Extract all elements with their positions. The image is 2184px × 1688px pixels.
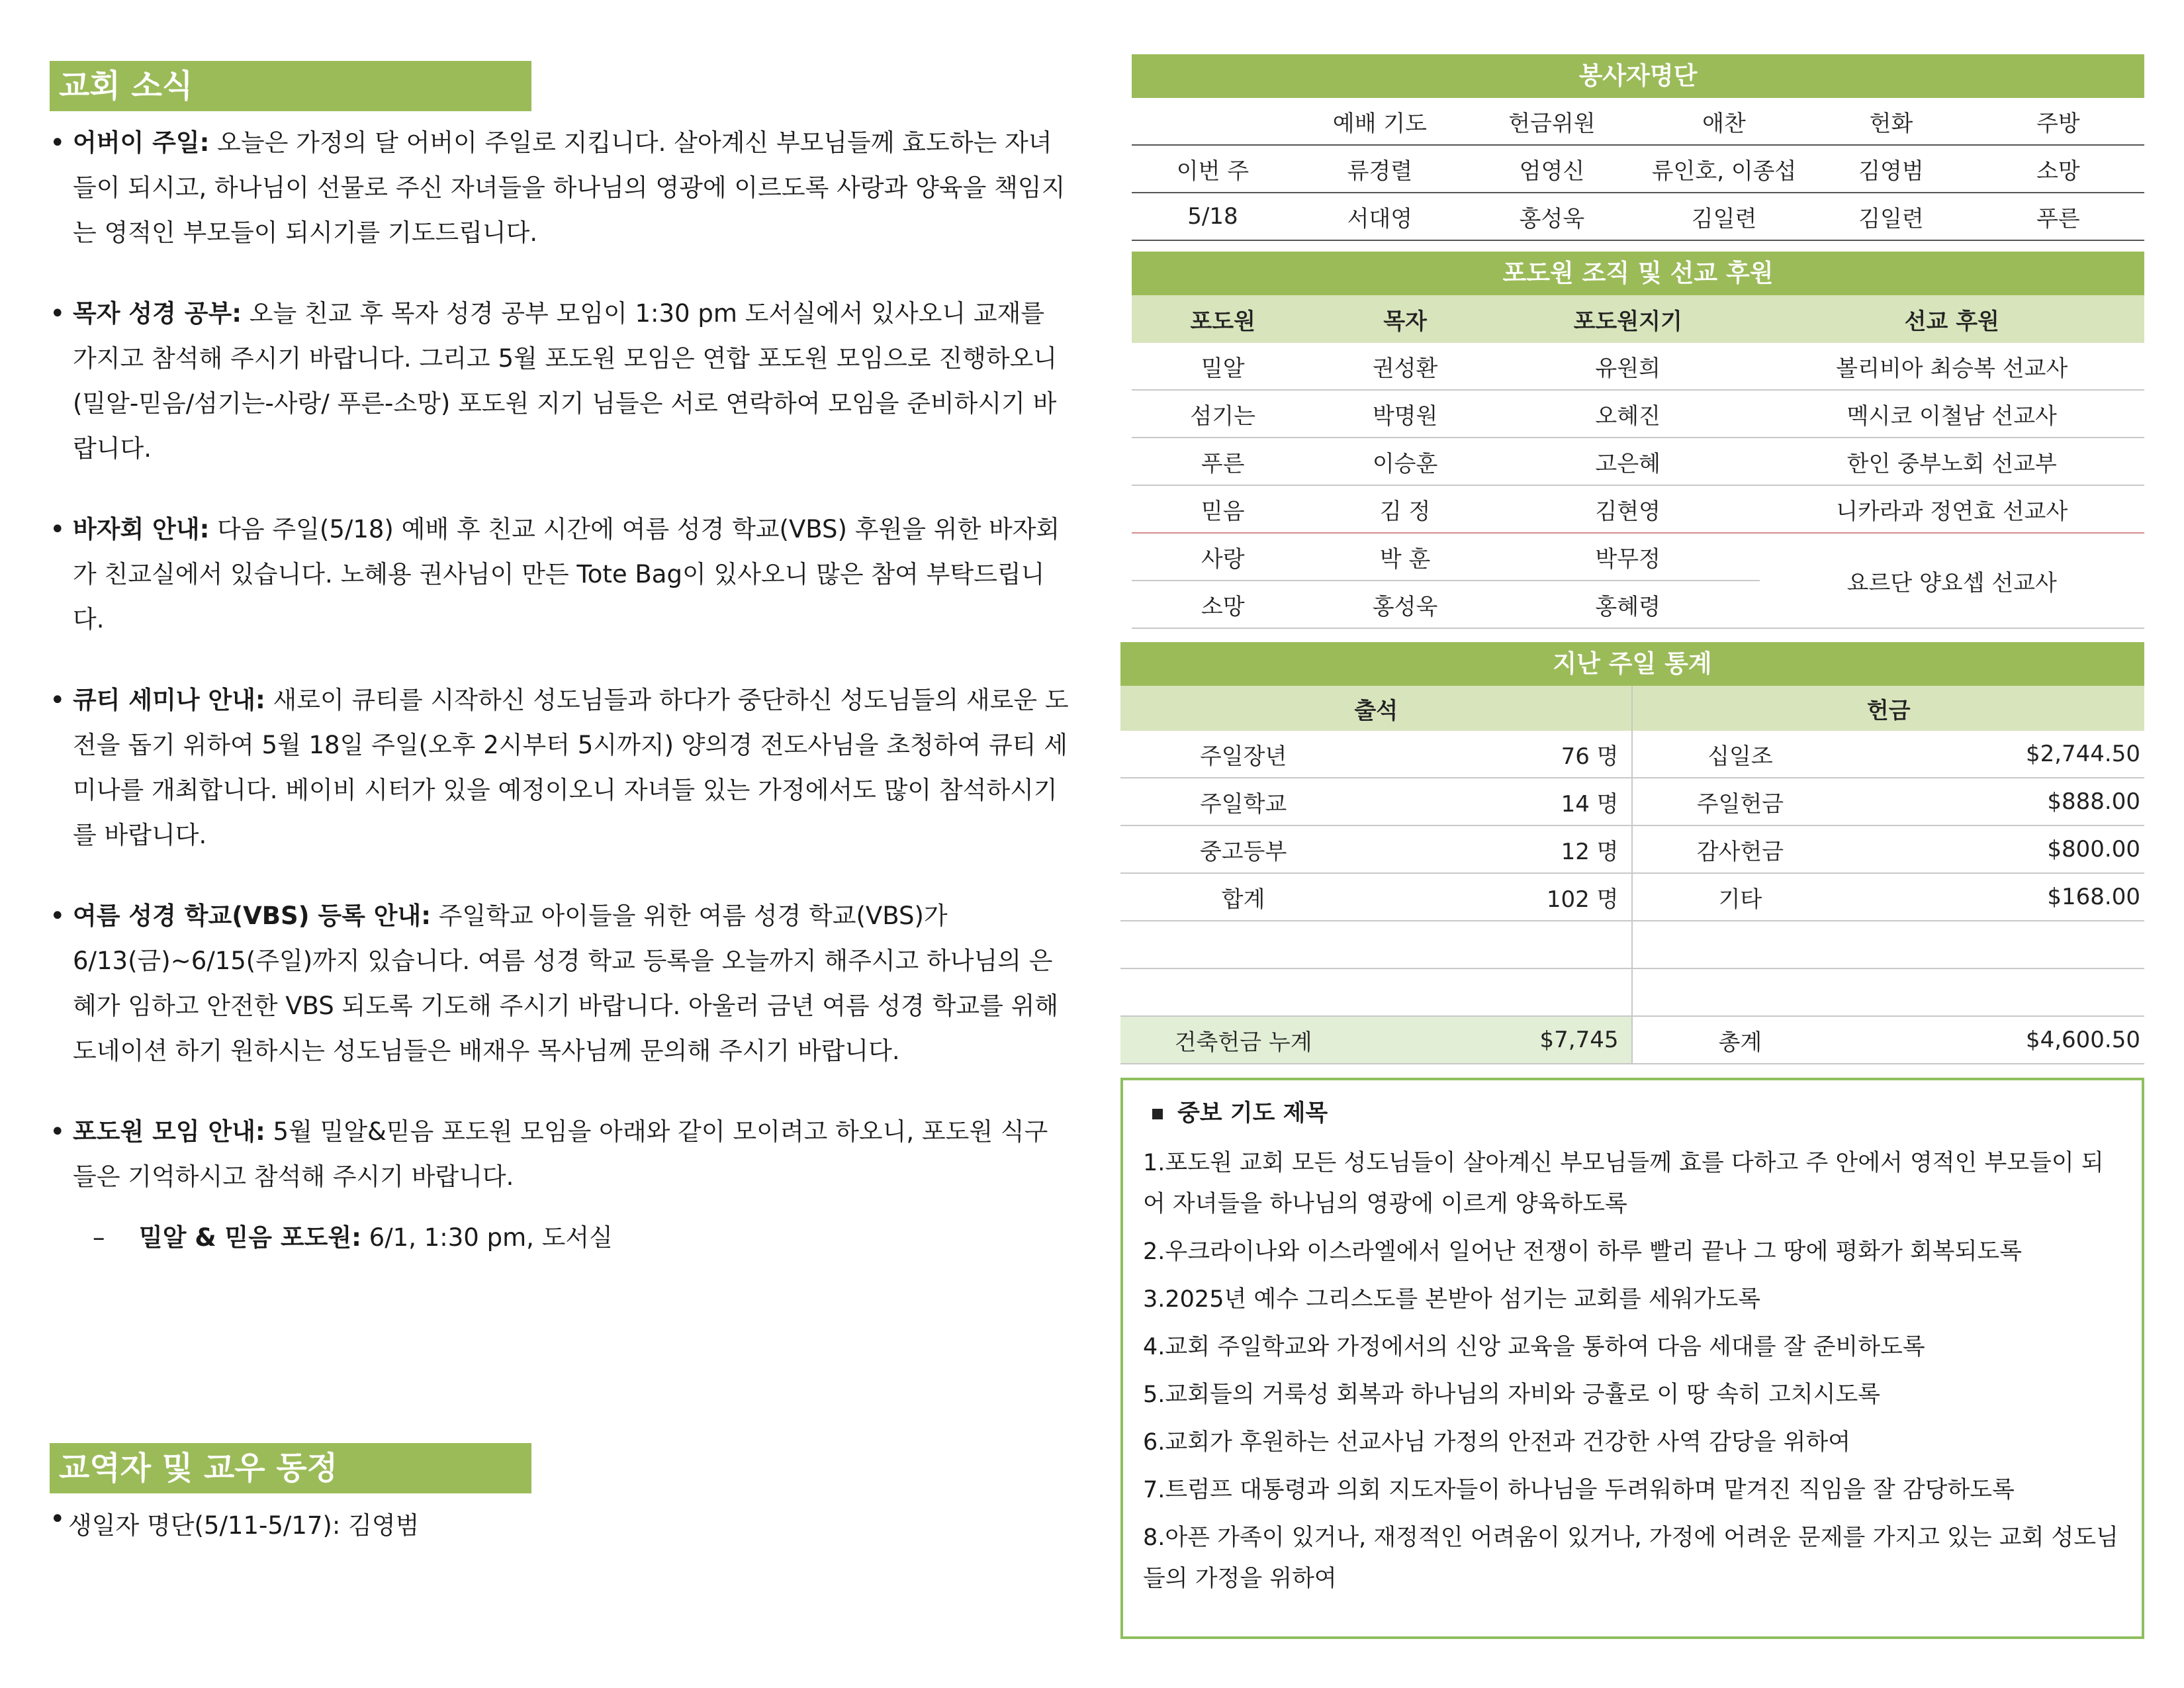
news-item-title: 바자회 안내: [73,515,210,543]
vineyard-cell: 밀알 [1132,343,1314,390]
stats-row-empty [1120,968,2144,1016]
staff-news-section [50,1443,1069,1541]
stats-cell: 감사헌금 [1632,825,1847,873]
vineyard-row [1132,485,2144,533]
stats-cell: 중고등부 [1120,825,1366,873]
church-news-section [50,61,1069,1260]
news-item-title: 여름 성경 학교(VBS) 등록 안내: [73,902,432,930]
vineyard-col-header: 포도원 [1132,295,1314,343]
attendance-header: 출석 [1120,686,1632,731]
news-item-body: 오늘은 가정의 달 어버이 주일로 지킵니다. 살아계신 부모님들께 효도하는 자녀들이 되시고, 하나님이 선물로 주신 자녀들을 하나님의 영광에 이르도록 사랑과 양육을 책임지는 영적인 부모들이 되시기를 기도드립니다. [73,128,1066,247]
volunteer-row [1132,193,2144,240]
vineyard-cell: 이승훈 [1314,438,1496,485]
vineyard-cell: 푸른 [1132,438,1314,485]
prayer-title: 중보 기도 제목 [1177,1100,1328,1127]
stats-cell: 주일학교 [1120,778,1366,825]
volunteer-header-row [1132,98,2144,145]
prayer-item: 8.아픈 가족이 있거나, 재정적인 어려움이 있거나, 가정에 어려운 문제를 가지고 있는 교회 성도님들의 가정을 위하여 [1143,1524,2118,1592]
news-item-title: 어버이 주일: [73,128,210,157]
stats-row [1120,825,2144,873]
news-item-body: 새로이 큐티를 시작하신 성도님들과 하다가 중단하신 성도님들의 새로운 도전을 돕기 위하여 5월 18일 주일(오후 2시부터 5시까지) 양의경 전도사님을 초청하여 큐티 세미나를 개최합니다. 베이비 시터가 있을 예정이오니 자녀들 있는 가정에서도 많이 참석하시기를 바랍니다. [73,686,1069,849]
volunteer-cell: 김일련 [1810,193,1972,240]
vineyard-cell: 오혜진 [1496,390,1760,438]
volunteer-col-header: 헌금위원 [1466,98,1638,145]
news-item-body: 주일학교 아이들을 위한 여름 성경 학교(VBS)가 6/13(금)~6/15(주일)까지 있습니다. 여름 성경 학교 등록을 오늘까지 해주시고 하나님의 은혜가 임하고 안전한 VBS 되도록 기도해 주시기 바랍니다. 아울러 금년 여름 성경 학교를 위해 도네이션 하기 원하시는 성도님들은 배재우 목사님께 문의해 주시기 바랍니다. [73,902,1059,1065]
stats-cell: 14 명 [1366,778,1632,825]
vineyard-row [1132,390,2144,438]
news-item-bazaar [50,507,1069,642]
prayer-item: 7.트럼프 대통령과 의회 지도자들이 하나님을 두려워하며 맡겨진 직임을 잘 감당하도록 [1143,1477,2015,1503]
dash-marker: – [93,1223,105,1252]
stats-row [1120,731,2144,778]
vineyard-cell: 섬기는 [1132,390,1314,438]
prayer-item: 5.교회들의 거룩성 회복과 하나님의 자비와 긍휼로 이 땅 속히 고치시도록 [1143,1382,1881,1408]
stats-cell: 76 명 [1366,731,1632,778]
stats-cell: 12 명 [1366,825,1632,873]
news-item-bible-study [50,291,1069,471]
volunteer-cell: 김영범 [1810,145,1972,193]
news-item-body: 다음 주일(5/18) 예배 후 친교 시간에 여름 성경 학교(VBS) 후원을 위한 바자회가 친교실에서 있습니다. 노혜용 권사님이 만든 Tote Bag이 있사오니 많은 참여 부탁드립니다. [73,515,1060,633]
prayer-item: 3.2025년 예수 그리스도를 본받아 섬기는 교회를 세워가도록 [1143,1286,1761,1313]
volunteer-col-header: 주방 [1972,98,2144,145]
square-bullet-icon [1152,1109,1163,1119]
vineyard-cell: 니카라과 정연효 선교사 [1760,485,2144,533]
stats-total-row [1120,1016,2144,1064]
news-item-title: 목자 성경 공부: [73,299,242,328]
volunteer-cell: 류경렬 [1294,145,1466,193]
vineyard-col-header: 선교 후원 [1760,295,2144,343]
volunteer-col-header [1132,98,1294,145]
news-item-title: 포도원 모임 안내: [73,1117,265,1146]
offering-header: 헌금 [1632,686,2144,731]
stats-cell [1847,921,2144,968]
vineyard-cell: 고은혜 [1496,438,1760,485]
volunteer-cell: 소망 [1972,145,2144,193]
vineyard-cell: 박무정 [1496,533,1760,581]
volunteer-cell: 푸른 [1972,193,2144,240]
volunteer-cell: 김일련 [1638,193,1810,240]
vineyard-header-row [1132,295,2144,343]
stats-cell: 합계 [1120,873,1366,921]
news-item-vbs [50,894,1069,1074]
stats-cell [1847,968,2144,1016]
vineyard-meeting-detail [50,1215,1069,1260]
stats-cell: $168.00 [1847,873,2144,921]
stats-cell: 십일조 [1632,731,1847,778]
vineyard-cell: 박 훈 [1314,533,1496,581]
prayer-item: 2.우크라이나와 이스라엘에서 일어난 전쟁이 하루 빨리 끝나 그 땅에 평화가 회복되도록 [1143,1239,2023,1265]
birthday-list: • 생일자 명단(5/11-5/17): 김영범 [50,1505,1069,1541]
vineyard-cell: 김현영 [1496,485,1760,533]
vineyard-cell: 권성환 [1314,343,1496,390]
volunteer-table-title: 봉사자명단 [1132,54,2144,98]
news-item-body: 오늘 친교 후 목자 성경 공부 모임이 1:30 pm 도서실에서 있사오니 교재를 가지고 참석해 주시기 바랍니다. 그리고 5월 포도원 모임은 연합 포도원 모임으로 진행하오니(밀알-믿음/섬기는-사랑/ 푸른-소망) 포도원 지기 님들은 서로 연락하여 모임을 준비하시기 바랍니다. [73,299,1058,463]
prayer-item: 4.교회 주일학교와 가정에서의 신앙 교육을 통하여 다음 세대를 잘 준비하도록 [1143,1334,1925,1360]
vineyard-cell: 홍성욱 [1314,581,1496,628]
total-label: 총계 [1632,1016,1847,1064]
stats-row [1120,873,2144,921]
stats-cell [1366,921,1632,968]
vineyard-row [1132,343,2144,390]
building-fund-label: 건축헌금 누계 [1120,1016,1366,1064]
vineyard-meeting-info: 6/1, 1:30 pm, 도서실 [361,1223,613,1252]
stats-cell [1120,968,1366,1016]
vineyard-cell: 홍혜령 [1496,581,1760,628]
news-item-vineyard-meeting [50,1109,1069,1199]
vineyard-col-header: 목자 [1314,295,1496,343]
vineyard-table-title: 포도원 조직 및 선교 후원 [1132,252,2144,295]
volunteer-col-header: 헌화 [1810,98,1972,145]
stats-row [1120,778,2144,825]
vineyard-col-header: 포도원지기 [1496,295,1760,343]
vineyard-table [1132,295,2144,629]
news-item-parents-day [50,120,1069,256]
stats-cell: 주일헌금 [1632,778,1847,825]
vineyard-cell-merged: 요르단 양요셉 선교사 [1760,533,2144,628]
vineyard-cell: 박명원 [1314,390,1496,438]
volunteer-table-section [1132,54,2144,241]
total-value: $4,600.50 [1847,1016,2144,1064]
stats-table-title: 지난 주일 통계 [1120,642,2144,686]
vineyard-cell: 볼리비아 최승복 선교사 [1760,343,2144,390]
vineyard-meeting-title: 밀알 & 믿음 포도원: [139,1223,361,1252]
volunteer-cell: 엄영신 [1466,145,1638,193]
vineyard-cell: 유원희 [1496,343,1760,390]
vineyard-cell: 김 정 [1314,485,1496,533]
stats-row-empty [1120,921,2144,968]
news-item-title: 큐티 세미나 안내: [73,686,265,714]
volunteer-col-header: 예배 기도 [1294,98,1466,145]
stats-cell [1366,968,1632,1016]
stats-cell: 기타 [1632,873,1847,921]
prayer-item: 6.교회가 후원하는 선교사님 가정의 안전과 건강한 사역 감당을 위하여 [1143,1429,1851,1456]
staff-news-header: 교역자 및 교우 동정 [50,1443,531,1493]
stats-table [1120,686,2144,1064]
stats-cell: 주일장년 [1120,731,1366,778]
stats-table-section [1120,642,2144,1064]
vineyard-cell: 한인 중부노회 선교부 [1760,438,2144,485]
volunteer-cell: 류인호, 이종섭 [1638,145,1810,193]
volunteer-col-header: 애찬 [1638,98,1810,145]
prayer-box [1120,1078,2144,1639]
vineyard-cell: 사랑 [1132,533,1314,581]
prayer-item: 1.포도원 교회 모든 성도님들이 살아계신 부모님들께 효를 다하고 주 안에서 영적인 부모들이 되어 자녀들을 하나님의 영광에 이르게 양육하도록 [1143,1150,2104,1217]
vineyard-row [1132,533,2144,581]
volunteer-table [1132,98,2144,241]
stats-cell [1632,968,1847,1016]
stats-header-row [1120,686,2144,731]
volunteer-row [1132,145,2144,193]
volunteer-cell: 홍성욱 [1466,193,1638,240]
church-news-header: 교회 소식 [50,61,531,111]
stats-cell: $2,744.50 [1847,731,2144,778]
volunteer-cell: 이번 주 [1132,145,1294,193]
stats-cell [1632,921,1847,968]
stats-cell: $888.00 [1847,778,2144,825]
stats-cell: $800.00 [1847,825,2144,873]
news-item-body: 5월 밀알&믿음 포도원 모임을 아래와 같이 모이려고 하오니, 포도원 식구들은 기억하시고 참석해 주시기 바랍니다. [73,1117,1048,1191]
vineyard-cell: 믿음 [1132,485,1314,533]
vineyard-cell: 멕시코 이철남 선교사 [1760,390,2144,438]
volunteer-cell: 서대영 [1294,193,1466,240]
volunteer-cell: 5/18 [1132,193,1294,240]
stats-cell: 102 명 [1366,873,1632,921]
stats-cell [1120,921,1366,968]
news-list [50,120,1069,1199]
prayer-title-row [1152,1095,2122,1128]
vineyard-cell: 소망 [1132,581,1314,628]
vineyard-row [1132,438,2144,485]
news-item-qt-seminar [50,678,1069,858]
vineyard-table-section [1132,252,2144,629]
building-fund-value: $7,745 [1366,1016,1632,1064]
